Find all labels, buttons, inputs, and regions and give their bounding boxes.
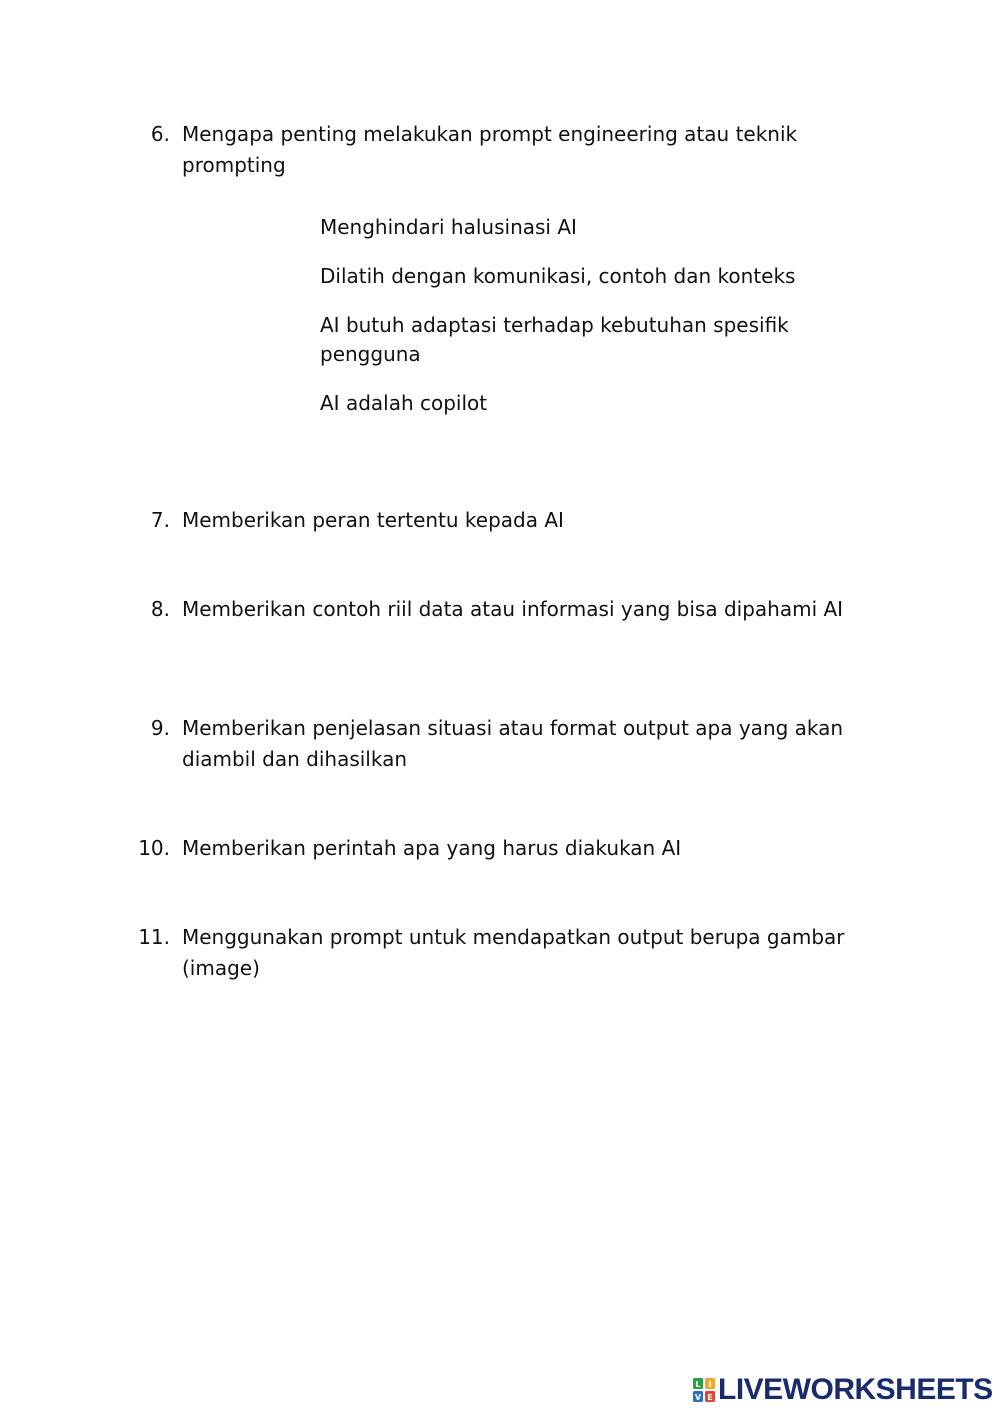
liveworksheets-brand (693, 1373, 993, 1407)
question-10[interactable] (130, 833, 860, 864)
answer-option-4[interactable]: AI adalah copilot (320, 391, 488, 415)
question-number: 10. (138, 836, 170, 860)
liveworksheets-logo-icon (693, 1378, 715, 1402)
question-6 (130, 119, 860, 181)
svg-text:V: V (694, 1393, 702, 1402)
question-text: Memberikan peran tertentu kepada AI (182, 508, 564, 532)
question-text: Mengapa penting melakukan prompt engineering atau teknik prompting (182, 122, 798, 177)
question-11[interactable] (130, 922, 860, 984)
question-number: 9. (150, 716, 170, 740)
question-text: Memberikan penjelasan situasi atau format output apa yang akan diambil dan dihasilkan (182, 716, 844, 771)
question-text: Menggunakan prompt untuk mendapatkan output berupa gambar (image) (182, 925, 845, 980)
svg-text:L: L (695, 1380, 701, 1389)
question-number: 8. (150, 597, 170, 621)
question-number: 11. (138, 925, 170, 949)
answer-option-1[interactable]: Menghindari halusinasi AI (320, 215, 577, 239)
answer-option-3[interactable]: AI butuh adaptasi terhadap kebutuhan spesifik pengguna (320, 313, 789, 366)
svg-text:E: E (707, 1393, 713, 1402)
question-8[interactable] (130, 594, 860, 625)
svg-text:I: I (708, 1380, 712, 1389)
answer-option-2[interactable]: Dilatih dengan komunikasi, contoh dan konteks (320, 264, 796, 288)
question-number: 7. (150, 508, 170, 532)
brand-name: LIVEWORKSHEETS (718, 1373, 993, 1406)
question-9[interactable] (130, 713, 860, 775)
question-number: 6. (150, 122, 170, 146)
question-text: Memberikan perintah apa yang harus diakukan AI (182, 836, 682, 860)
question-7[interactable] (130, 505, 860, 536)
question-text: Memberikan contoh riil data atau informasi yang bisa dipahami AI (182, 597, 844, 621)
